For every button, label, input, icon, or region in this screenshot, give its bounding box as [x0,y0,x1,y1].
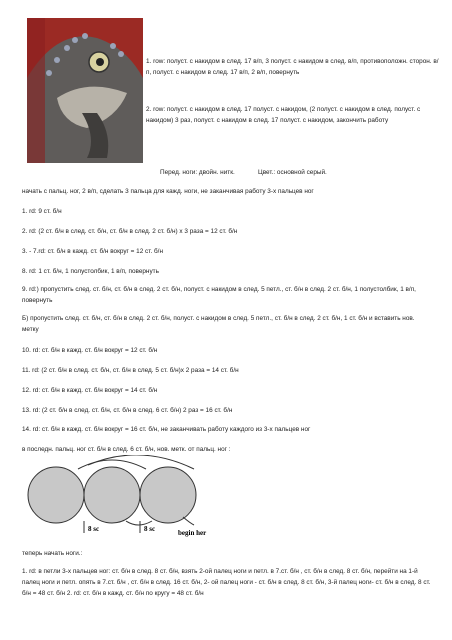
label-8sc-right: 8 sc [144,525,156,533]
row2-text: 2. row: полуст. с накидом в след. 17 полуст. с накидом, (2 полуст. с накидом в след. полуст. с накидом) 3 раз, полуст. с накидом в след. 17 полуст. с накидом, закончить работу [146,106,421,125]
row-12: 12. rd: ст. б/н в кажд. ст. б/н вокруг = 14 ст. б/н [22,387,158,394]
row-8: 8. rd: 1 ст. б/н, 1 полустолбик, 1 в/п, повернуть [22,268,159,275]
intro-text: начать с пальц. ног, 2 в/п, сделать 3 пальца для кажд. ноги, не заканчивая работу 3-х пальцев ног [22,188,314,195]
row-14: 14. rd: ст. б/н в кажд. ст. б/н вокруг = 16 ст. б/н, не заканчивать работу каждого из 3-х пальцев ног [22,426,311,433]
label-begin: begin her [178,529,207,537]
label-8sc-left: 8 sc [88,525,100,533]
row-10: 10. rd: ст. б/н в кажд. ст. б/н вокруг = 12 ст. б/н [22,347,158,354]
row1-text: 1. row: полуст. с накидом в след. 17 в/п, 3 полуст. с накидом в след. в/п, противоположн. сторон. в/п, полуст. с накидом в след. 17 в/п, 2 в/п, повернуть [146,58,439,77]
toe-circle-2 [84,467,140,523]
final-row: 1. rd: в петли 3-х пальцев ног: ст. б/н в след. 8 ст. б/н, взять 2-ой палец ноги и петл. в 7.ст. б/н , ст. б/н в след. 8 ст. б/н, перейти на 1-й палец ноги и петл. опять в 7.ст. б/н , ст. б/н в след. 16 ст. б/н, 2- ой палец ноги - ст. б/н в след. 8 ст. б/н, 3-й палец ноги- ст. б/н в след. 8 ст. б/н = 48 ст. б/н 2. rd: ст. б/н в кажд. ст. б/н по кругу = 48 ст. б/н [22,568,431,598]
row-9: 9. rd:) пропустить след. ст. б/н, ст. б/н в след. 2 ст. б/н, полуст. с накидом в след. 5 петл., ст. б/н в след. 2 ст. б/н, 1 полустолбик, 1 в/п, повернуть [22,286,416,305]
row-13: 13. rd: (2 ст. б/н в след. ст. б/н, ст. б/н в след. 6 ст. б/н) 2 раз = 16 ст. б/н [22,407,233,414]
section-color: Цвет.: основной серый. [258,169,327,176]
row-1: 1. rd: 9 ст. б/н [22,208,62,215]
begin-pointer [183,517,194,525]
toe-diagram [18,455,248,545]
row-2: 2. rd: (2 ст. б/н в след. ст. б/н, ст. б/н в след. 2 ст. б/н) x 3 раза = 12 ст. б/н [22,228,238,235]
last-toe-text: в последн. пальц. ног ст. б/н в след. 6 ст. б/н, нов. метк. от пальц. ног : [22,446,231,453]
section-title: Перед. ноги: двойн. нитк. [160,169,235,176]
dragon-illustration [27,18,143,163]
row-3-7: 3. - 7.rd: ст. б/н в кажд. ст. б/н вокруг = 12 ст. б/н [22,248,163,255]
now-start-text: теперь начать ноги.: [22,550,83,557]
toe-circle-1 [28,467,84,523]
dragon-photo [27,18,143,163]
row-b: Б) пропустить след. ст. б/н, ст. б/н в след. 2 ст. б/н, полуст. с накидом в след. 5 петл., ст. б/н в след. 2 ст. б/н, 1 ст. б/н и вставить нов. метку [22,315,415,334]
toe-circle-3 [140,467,196,523]
row-11: 11. rd: (2 ст. б/н в след. ст. б/н, ст. б/н в след. 5 ст. б/н)x 2 раза = 14 ст. б/н [22,367,239,374]
